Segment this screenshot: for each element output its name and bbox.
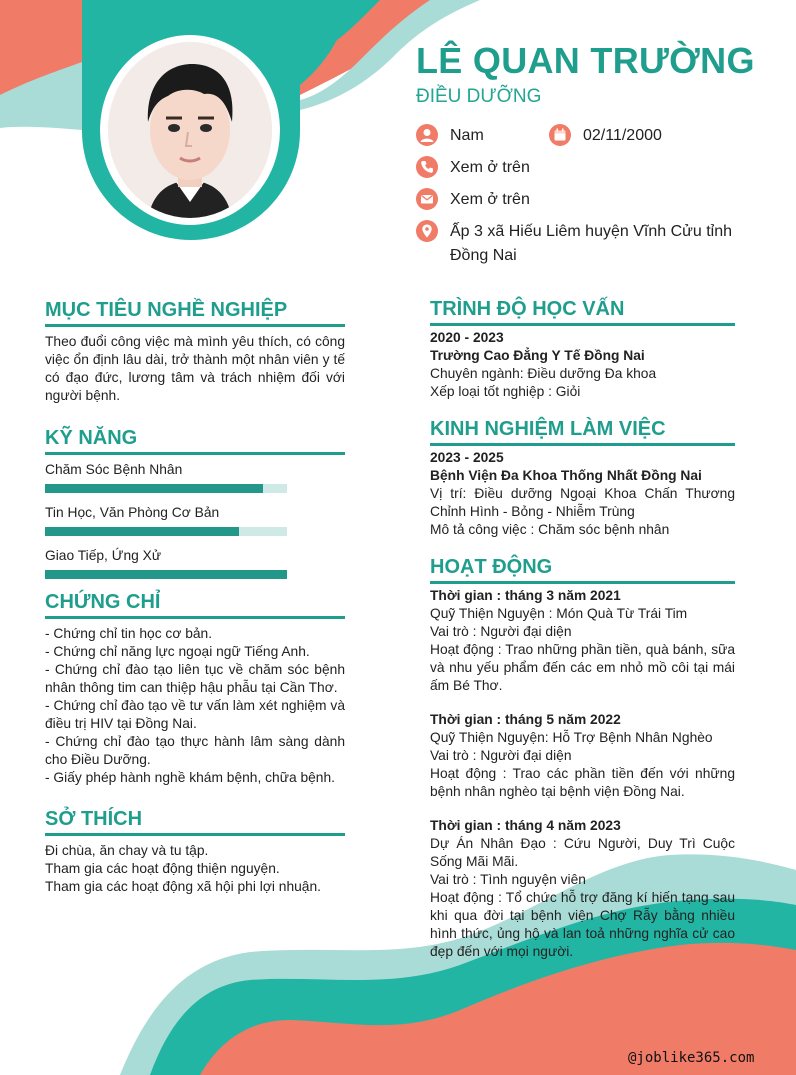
certificate-item: - Chứng chỉ năng lực ngoại ngữ Tiếng Anh. (45, 644, 310, 659)
activity-role: Vai trò : Người đại diện (430, 748, 572, 763)
hobby-item: Tham gia các hoạt động xã hội phi lợi nhuận. (45, 879, 321, 894)
contact-address (416, 220, 746, 268)
activity-org: Quỹ Thiện Nguyện : Món Quà Từ Trái Tim (430, 606, 688, 621)
activity-role: Vai trò : Người đại diện (430, 624, 572, 639)
mail-icon (416, 188, 438, 210)
objective-text: Theo đuổi công việc mà mình yêu thích, có công việc ổn định lâu dài, trở thành một nhân viên y tế có đạo đức, lương tâm và trách nhiệm đối với người bệnh. (45, 334, 345, 403)
education-grade: Xếp loại tốt nghiệp : Giỏi (430, 384, 581, 399)
activity-detail: Hoạt động : Tổ chức hỗ trợ đăng kí hiến tạng sau khi qua đời tại bệnh viện Chợ Rẫy bằng nhiều hình thức, ủng hộ và lan toả những nghĩa cử cao đẹp đến với mọi người. (430, 890, 735, 959)
activity-org: Quỹ Thiện Nguyện: Hỗ Trợ Bệnh Nhân Nghèo (430, 730, 713, 745)
phone-icon (416, 156, 438, 178)
experience-position: Vị trí: Điều dưỡng Ngoại Khoa Chấn Thương Chỉnh Hình - Bỏng - Nhiễm Trùng (430, 486, 735, 519)
skill-label: Giao Tiếp, Ứng Xử (45, 548, 162, 563)
objective-section (45, 298, 345, 405)
activity-org: Dự Án Nhân Đạo : Cứu Người, Duy Trì Cuộc Sống Mãi Mãi. (430, 836, 735, 869)
calendar-icon (549, 124, 571, 146)
activities-heading: HOẠT ĐỘNG (430, 555, 735, 584)
objective-heading: MỤC TIÊU NGHỀ NGHIỆP (45, 298, 345, 327)
hobbies-heading: SỞ THÍCH (45, 807, 345, 836)
activities-section (430, 555, 735, 961)
address-line-1: Ấp 3 xã Hiếu Liêm huyện Vĩnh Cửu tỉnh (450, 223, 732, 240)
gender-value: Nam (450, 127, 484, 144)
certificates-section (45, 590, 345, 787)
skills-section (45, 426, 345, 579)
education-period: 2020 - 2023 (430, 330, 504, 345)
person-icon (416, 124, 438, 146)
contact-birthday (549, 124, 662, 148)
education-heading: TRÌNH ĐỘ HỌC VẤN (430, 297, 735, 326)
skill-bar (45, 484, 287, 493)
skills-heading: KỸ NĂNG (45, 426, 345, 455)
activity-detail: Hoạt động : Trao những phần tiền, quà bánh, sữa và nhu yếu phẩm đến các em nhỏ mồ côi tại mái ấm Bé Thơ. (430, 642, 735, 693)
hobby-item: Tham gia các hoạt động thiện nguyện. (45, 861, 280, 876)
contact-phone (416, 156, 530, 180)
experience-description: Mô tả công việc : Chăm sóc bệnh nhân (430, 522, 670, 537)
email-value: Xem ở trên (450, 191, 530, 208)
skill-bar (45, 570, 287, 579)
birthday-value: 02/11/2000 (583, 127, 662, 144)
activity-entry (430, 711, 735, 801)
skill-item (45, 461, 345, 493)
education-section (430, 297, 735, 401)
education-school: Trường Cao Đẳng Y Tế Đồng Nai (430, 348, 645, 363)
full-name: LÊ QUAN TRƯỜNG (416, 40, 755, 81)
skill-item (45, 547, 345, 579)
footer-handle: @joblike365.com (628, 1050, 755, 1066)
skill-item (45, 504, 345, 536)
activity-entry (430, 587, 735, 695)
certificate-item: - Chứng chỉ đào tạo thực hành lâm sàng dành cho Điều Dưỡng. (45, 734, 345, 767)
experience-company: Bệnh Viện Đa Khoa Thống Nhất Đồng Nai (430, 468, 702, 483)
activity-detail: Hoạt động : Trao các phần tiền đến với những bệnh nhân nghèo tại bệnh viện Đồng Nai. (430, 766, 735, 799)
contact-email (416, 188, 530, 212)
skill-label: Chăm Sóc Bệnh Nhân (45, 462, 183, 477)
contact-gender (416, 124, 484, 148)
location-icon (416, 220, 438, 242)
experience-period: 2023 - 2025 (430, 450, 504, 465)
activity-role: Vai trò : Tình nguyện viên (430, 872, 586, 887)
hobbies-section (45, 807, 345, 896)
experience-heading: KINH NGHIỆM LÀM VIỆC (430, 417, 735, 446)
skill-bar-fill (45, 484, 263, 493)
address-line-2: Đồng Nai (450, 247, 517, 264)
certificate-item: - Giấy phép hành nghề khám bệnh, chữa bệnh. (45, 770, 335, 785)
profile-photo (108, 42, 272, 218)
skill-bar-fill (45, 570, 287, 579)
activity-time: Thời gian : tháng 3 năm 2021 (430, 588, 621, 603)
skill-bar-fill (45, 527, 239, 536)
skill-label: Tin Học, Văn Phòng Cơ Bản (45, 505, 220, 520)
skill-bar (45, 527, 287, 536)
certificates-heading: CHỨNG CHỈ (45, 590, 345, 619)
phone-value: Xem ở trên (450, 159, 530, 176)
certificate-item: - Chứng chỉ đào tạo liên tục về chăm sóc bệnh nhân thông tim can thiệp hậu phẫu tại Cần Thơ. (45, 662, 345, 695)
hobby-item: Đi chùa, ăn chay và tu tập. (45, 843, 209, 858)
certificate-item: - Chứng chỉ đào tạo về tư vấn làm xét nghiệm và điều trị HIV tại Đồng Nai. (45, 698, 345, 731)
activity-time: Thời gian : tháng 4 năm 2023 (430, 818, 621, 833)
activity-entry (430, 817, 735, 961)
experience-section (430, 417, 735, 539)
certificate-item: - Chứng chỉ tin học cơ bản. (45, 626, 213, 641)
job-title: ĐIỀU DƯỠNG (416, 86, 542, 107)
education-major: Chuyên ngành: Điều dưỡng Đa khoa (430, 366, 657, 381)
activity-time: Thời gian : tháng 5 năm 2022 (430, 712, 621, 727)
